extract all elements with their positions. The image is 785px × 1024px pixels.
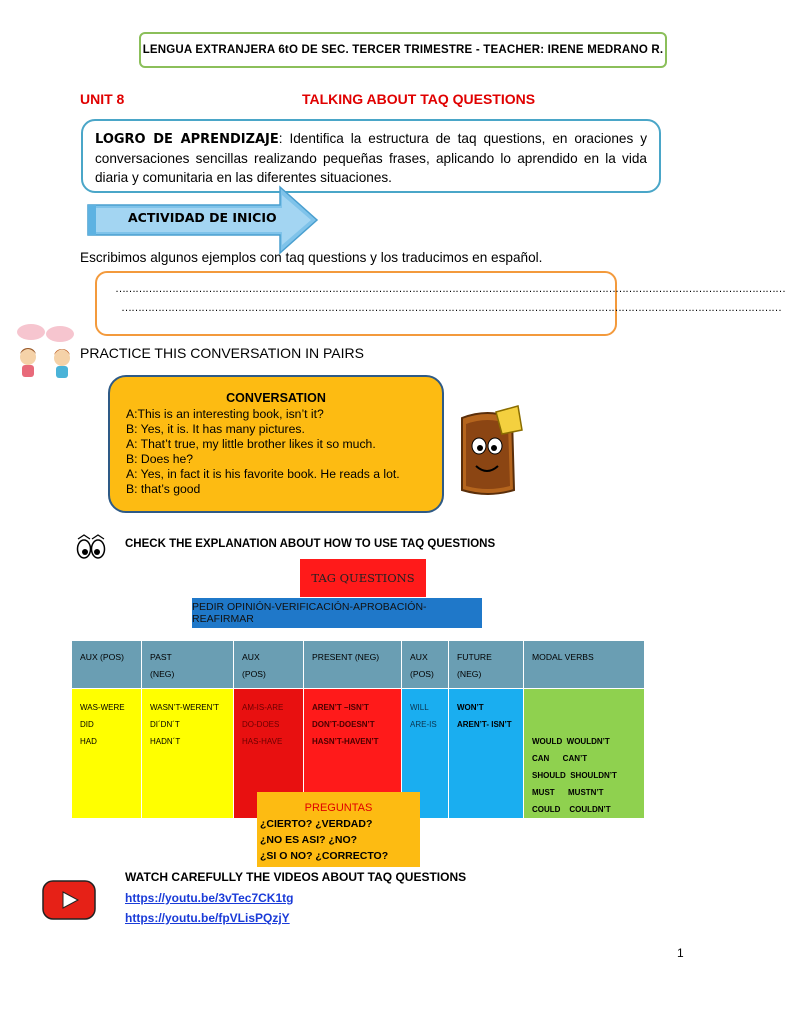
header-text: LENGUA EXTRANJERA 6tO DE SEC. TERCER TRIMESTRE - TEACHER: IRENE MEDRANO R.	[142, 44, 664, 56]
instruction-text: Escribimos algunos ejemplos con taq questions y los traducimos en español.	[80, 250, 543, 265]
table-cell: AM-IS-ARE DO-DOES HAS-HAVE	[234, 689, 304, 819]
conversation-line: A: Yes, in fact it is his favorite book. He reads a lot.	[126, 467, 400, 481]
check-heading: CHECK THE EXPLANATION ABOUT HOW TO USE TAQ QUESTIONS	[125, 538, 496, 550]
table-header-cell: AUX (POS)	[72, 641, 142, 689]
preguntas-line: ¿NO ES ASI? ¿NO?	[260, 834, 358, 846]
table-cell: AREN’T –ISN’T DON’T-DOESN’T HASN’T-HAVEN’T	[304, 689, 402, 819]
preguntas-box	[257, 792, 420, 867]
conversation-line: A: That’t true, my little brother likes it so much.	[126, 437, 376, 451]
conversation-title: CONVERSATION	[226, 391, 326, 405]
table-cell: WON’T AREN’T- ISN’T	[449, 689, 524, 819]
page-number: 1	[677, 946, 684, 960]
table-cell: WASN’T-WEREN’T DI´DN´T HADN´T	[142, 689, 234, 819]
watch-heading: WATCH CAREFULLY THE VIDEOS ABOUT TAQ QUESTIONS	[125, 870, 467, 884]
table-cell: WOULD WOULDN’T CAN CAN’T SHOULD SHOULDN’T MUST MUSTN’T COULD COULDN’T	[524, 689, 645, 819]
table-header-cell: MODAL VERBS	[524, 641, 645, 689]
table-header-cell: AUX (POS)	[234, 641, 304, 689]
table-header-row	[72, 641, 645, 689]
preguntas-line: ¿SI O NO? ¿CORRECTO?	[260, 850, 389, 862]
conversation-line: B: Does he?	[126, 452, 194, 466]
eyes-icon	[76, 533, 106, 561]
conversation-box	[108, 375, 444, 513]
tag-questions-title: TAG QUESTIONS	[300, 559, 426, 597]
youtube-icon[interactable]	[42, 880, 96, 920]
unit-label: UNIT 8	[80, 91, 125, 107]
table-header-cell: FUTURE (NEG)	[449, 641, 524, 689]
table-header-cell: PAST (NEG)	[142, 641, 234, 689]
answer-line: ………………………………………………………………………………………………………………………………………………………………………………	[121, 302, 781, 314]
practice-heading: PRACTICE THIS CONVERSATION IN PAIRS	[80, 345, 364, 361]
book-character-illustration	[452, 404, 524, 500]
purpose-banner: PEDIR OPINIÓN-VERIFICACIÓN-APROBACIÓN-REAFIRMAR	[192, 598, 482, 628]
logro-label: LOGRO DE APRENDIZAJE	[95, 132, 279, 147]
conversation-line: A:This is an interesting book, isn’t it?	[126, 407, 324, 421]
header-box	[139, 32, 667, 68]
table-cell: WAS-WERE DID HAD	[72, 689, 142, 819]
video-link-1[interactable]: https://youtu.be/3vTec7CK1tg	[125, 891, 294, 905]
logro-text: : Identifica la estructura de taq questions, en oraciones y conversaciones sencillas realizando pequeñas frases, aplicando lo aprendido en la vida diaria y comunitaria en las diferentes situaciones.	[95, 131, 647, 185]
table-header-cell: PRESENT (NEG)	[304, 641, 402, 689]
preguntas-title: PREGUNTAS	[304, 802, 373, 814]
table-cell: WILL ARE-IS	[402, 689, 449, 819]
logro-box	[81, 119, 661, 193]
actividad-label: ACTIVIDAD DE INICIO	[128, 210, 277, 225]
preguntas-line: ¿CIERTO? ¿VERDAD?	[260, 818, 373, 830]
kids-talking-illustration	[14, 322, 80, 388]
answer-box	[95, 271, 785, 336]
page-title: TALKING ABOUT TAQ QUESTIONS	[302, 91, 536, 107]
conversation-line: B: Yes, it is. It has many pictures.	[126, 422, 305, 436]
video-link-2[interactable]: https://youtu.be/fpVLisPQzjY	[125, 911, 290, 925]
answer-line: …………………………………………………………………………………………………………………………………………………………………………………	[115, 283, 785, 295]
conversation-line: B: that’s good	[126, 482, 201, 496]
table-header-cell: AUX (POS)	[402, 641, 449, 689]
